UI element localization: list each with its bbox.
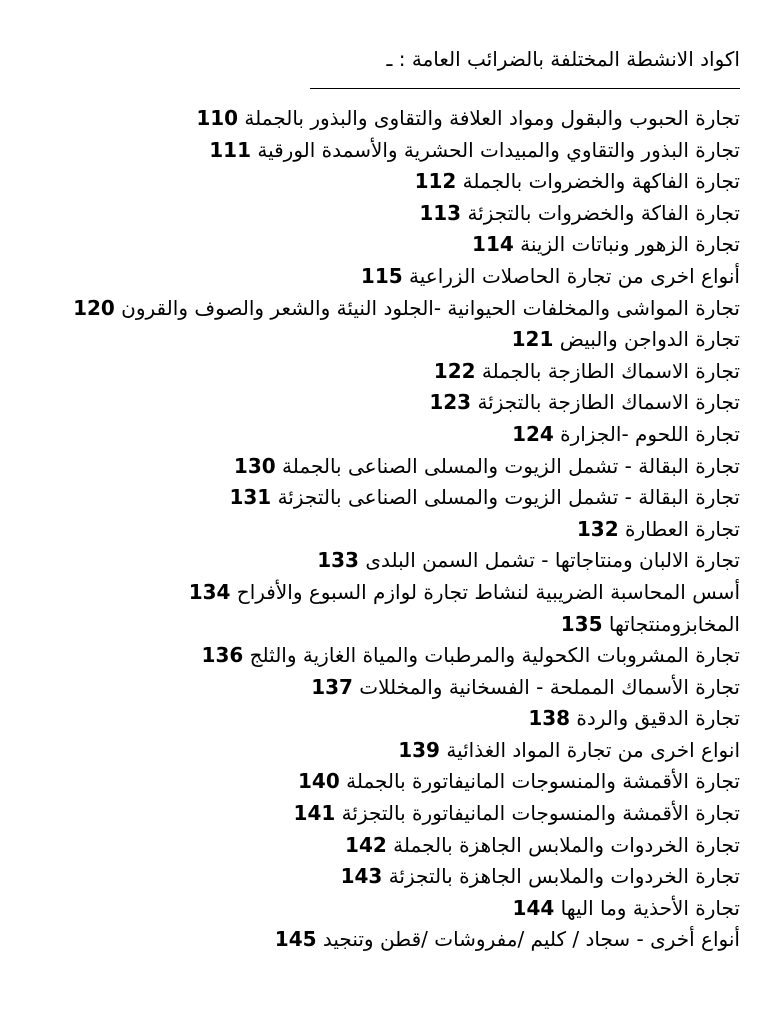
activity-description: تجارة الاسماك الطازجة بالتجزئة xyxy=(477,390,740,415)
activity-code: 145 xyxy=(274,927,317,952)
activity-code-row xyxy=(28,545,740,577)
activity-code: 144 xyxy=(512,895,555,920)
activity-code: 134 xyxy=(188,579,231,604)
activity-code: 143 xyxy=(340,864,383,889)
activity-code: 124 xyxy=(512,421,554,446)
activity-code: 122 xyxy=(433,358,476,383)
activity-code-row xyxy=(28,103,740,135)
activity-code-row xyxy=(28,482,740,514)
activity-code-row xyxy=(28,798,740,830)
activity-description: تجارة الدواجن والبيض xyxy=(559,327,740,352)
activity-description: تجارة الالبان ومنتاجاتها - تشمل السمن البلدى xyxy=(365,548,740,573)
activity-description: تجارة الأحذية وما اليها xyxy=(560,895,740,920)
activity-code: 136 xyxy=(201,643,244,668)
activity-code-row xyxy=(28,356,740,388)
activity-description: تجارة الأسماك المملحة - الفسخانية والمخللات xyxy=(359,674,740,699)
activity-code-row xyxy=(28,640,740,672)
activity-code: 114 xyxy=(472,232,514,257)
activity-code-row xyxy=(28,577,740,609)
activity-code: 139 xyxy=(398,737,440,762)
activity-code: 137 xyxy=(311,674,353,699)
activity-code: 135 xyxy=(560,611,603,636)
activity-description: تجارة الأقمشة والمنسوجات المانيفاتورة بالجملة xyxy=(346,769,740,794)
activity-code-list xyxy=(28,103,740,956)
activity-description: أنواع أخرى - سجاد / كليم /مفروشات /قطن وتنجيد xyxy=(322,927,740,952)
activity-code-row xyxy=(28,672,740,704)
activity-code: 140 xyxy=(298,769,340,794)
activity-description: تجارة الأقمشة والمنسوجات المانيفاتورة بالتجزئة xyxy=(341,801,740,826)
activity-description: المخابزومنتجاتها xyxy=(608,611,740,636)
activity-code: 111 xyxy=(209,137,251,162)
activity-description: تجارة اللحوم -الجزارة xyxy=(560,421,740,446)
activity-code: 141 xyxy=(293,801,336,826)
activity-code-row xyxy=(28,451,740,483)
activity-code: 112 xyxy=(414,169,457,194)
activity-code-row xyxy=(28,609,740,641)
activity-code-row xyxy=(28,198,740,230)
activity-code: 132 xyxy=(576,516,619,541)
activity-description: تجارة البقالة - تشمل الزيوت والمسلى الصناعى بالتجزئة xyxy=(277,485,740,510)
activity-code-row xyxy=(28,861,740,893)
title-underline xyxy=(310,88,740,89)
activity-description: تجارة الزهور ونباتات الزينة xyxy=(520,232,740,257)
activity-description: تجارة العطارة xyxy=(625,516,740,541)
activity-code: 121 xyxy=(511,327,554,352)
activity-code-row xyxy=(28,166,740,198)
activity-description: تجارة الفاكهة والخضروات بالجملة xyxy=(462,169,740,194)
activity-description: تجارة الدقيق والردة xyxy=(576,706,740,731)
activity-code: 130 xyxy=(233,453,276,478)
activity-code: 142 xyxy=(345,832,387,857)
activity-description: تجارة الخردوات والملابس الجاهزة بالجملة xyxy=(393,832,740,857)
activity-description: انواع اخرى من تجارة المواد الغذائية xyxy=(446,737,740,762)
activity-description: تجارة الخردوات والملابس الجاهزة بالتجزئة xyxy=(388,864,740,889)
activity-code-row xyxy=(28,293,740,325)
activity-code: 133 xyxy=(317,548,359,573)
activity-description: تجارة البذور والتقاوي والمبيدات الحشرية والأسمدة الورقية xyxy=(257,137,740,162)
activity-description: تجارة الفاكة والخضروات بالتجزئة xyxy=(467,200,740,225)
activity-code-row xyxy=(28,135,740,167)
activity-description: أنواع اخرى من تجارة الحاصلات الزراعية xyxy=(409,263,740,288)
activity-code-row xyxy=(28,735,740,767)
activity-code: 138 xyxy=(528,706,571,731)
activity-description: تجارة المشروبات الكحولية والمرطبات والمياة الغازية والثلج xyxy=(249,643,740,668)
activity-description: تجارة البقالة - تشمل الزيوت والمسلى الصناعى بالجملة xyxy=(282,453,740,478)
activity-description: تجارة المواشى والمخلفات الحيوانية -الجلود النيئة والشعر والصوف والقرون xyxy=(121,295,740,320)
activity-code-row xyxy=(28,766,740,798)
document-title: اكواد الانشطة المختلفة بالضرائب العامة : ـ xyxy=(386,47,740,71)
activity-code: 131 xyxy=(229,485,272,510)
activity-code-row xyxy=(28,387,740,419)
activity-code-row xyxy=(28,830,740,862)
activity-code-row xyxy=(28,924,740,956)
activity-code: 110 xyxy=(196,106,239,130)
activity-code: 115 xyxy=(360,263,403,288)
activity-code-row xyxy=(28,703,740,735)
activity-code-row xyxy=(28,514,740,546)
activity-code-row xyxy=(28,324,740,356)
activity-code-row xyxy=(28,261,740,293)
activity-code-row xyxy=(28,419,740,451)
activity-code: 113 xyxy=(419,200,462,225)
activity-code-row xyxy=(28,893,740,925)
activity-description: أسس المحاسبة الضريبية لنشاط تجارة لوازم السبوع والأفراح xyxy=(236,579,740,604)
activity-description: تجارة الاسماك الطازجة بالجملة xyxy=(481,358,740,383)
activity-description: تجارة الحبوب والبقول ومواد العلافة والتقاوى والبذور بالجملة xyxy=(244,106,740,130)
activity-code: 120 xyxy=(73,295,115,320)
activity-code-row xyxy=(28,229,740,261)
activity-code: 123 xyxy=(429,390,472,415)
